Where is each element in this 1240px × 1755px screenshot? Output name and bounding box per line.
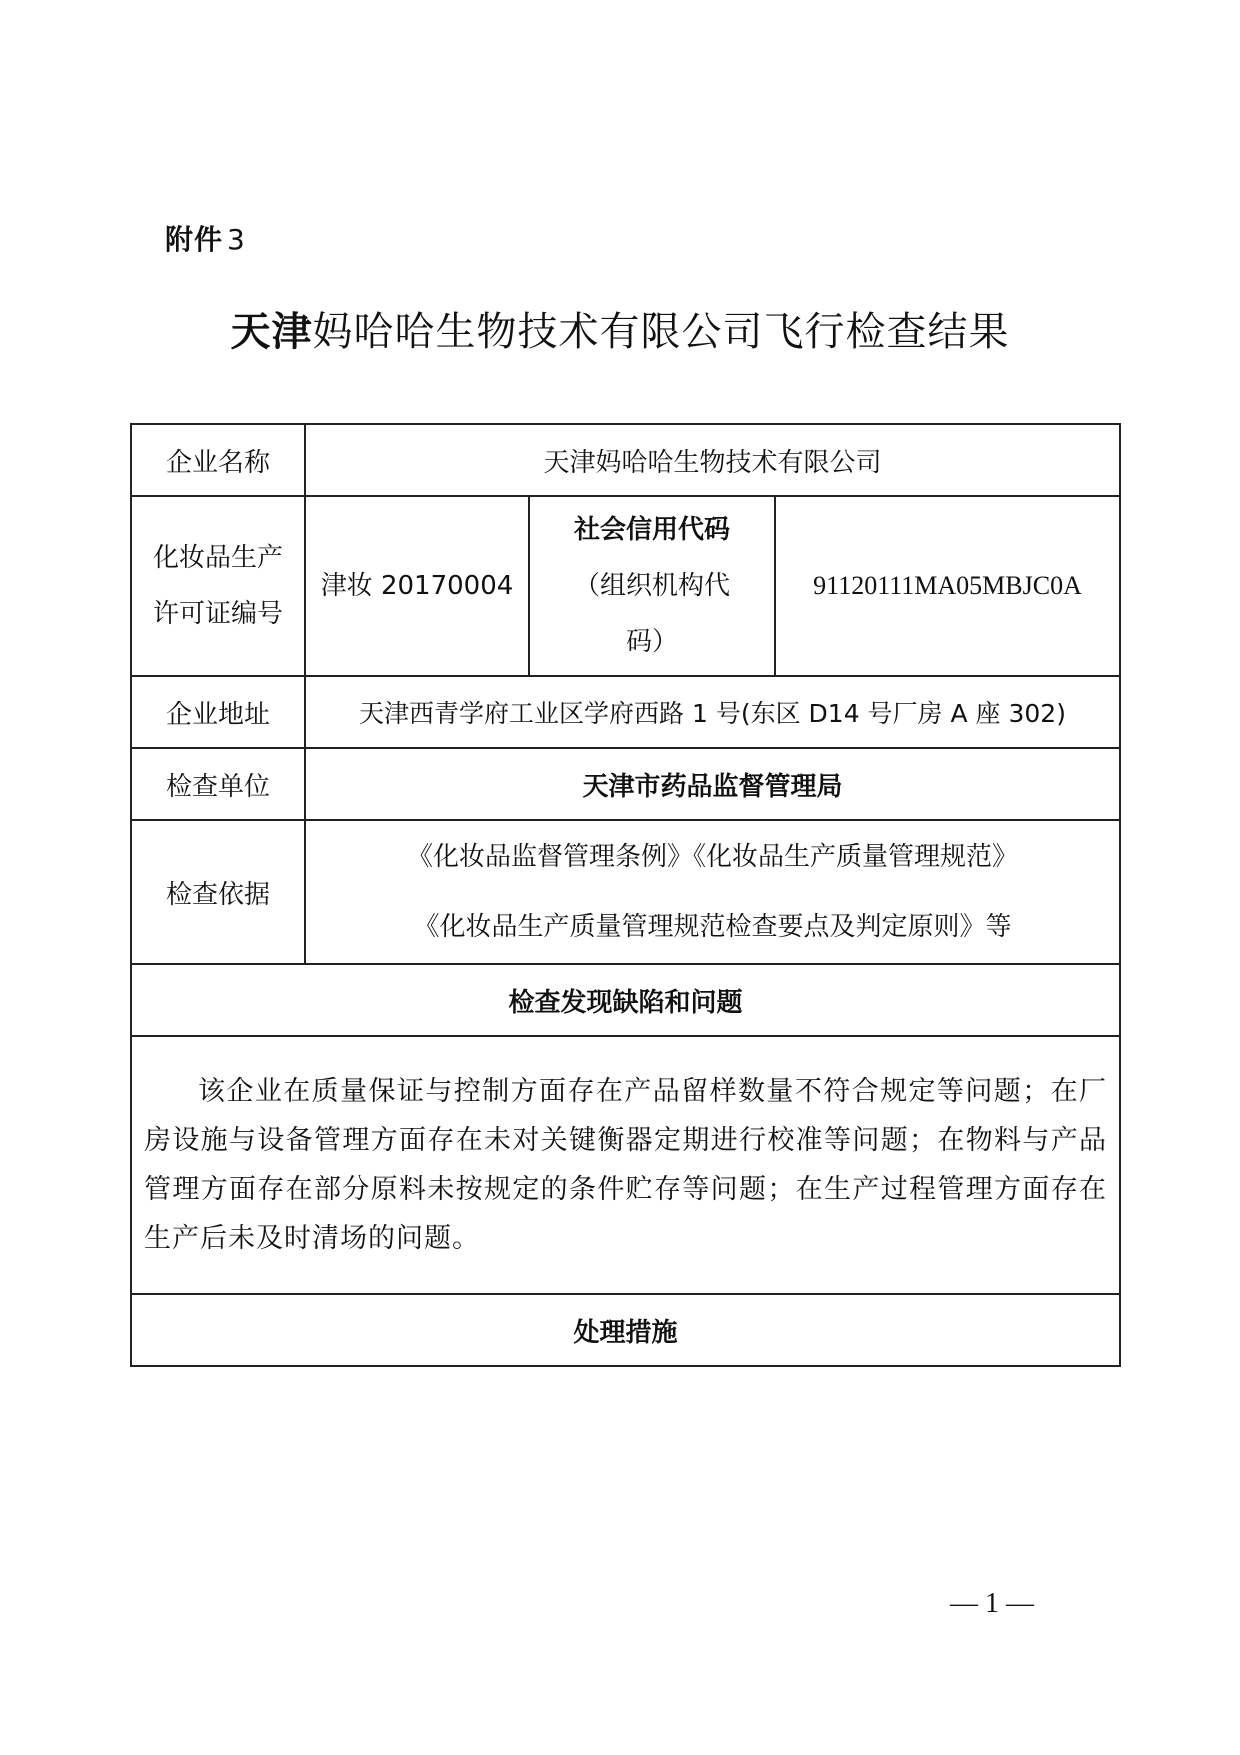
- attachment-label: [165, 218, 246, 258]
- row-company-name: [131, 424, 1120, 496]
- row-basis: [131, 820, 1120, 964]
- attachment-text: 附件: [165, 223, 224, 256]
- basis-line-1: 《化妆品监督管理条例》《化妆品生产质量管理规范》: [407, 842, 1019, 872]
- company-name-value: 天津妈哈哈生物技术有限公司: [305, 424, 1120, 496]
- attachment-number: 3: [227, 223, 246, 256]
- license-label-line2: 许可证编号: [152, 599, 283, 629]
- page-number: — 1 —: [950, 1588, 1034, 1619]
- basis-line-2: 《化妆品生产质量管理规范检查要点及判定原则》等: [413, 912, 1012, 942]
- row-license: [131, 496, 1120, 676]
- credit-label-line1: 社会信用代码: [573, 515, 730, 545]
- credit-label-line3: 码）: [625, 627, 678, 657]
- license-label: [131, 496, 305, 676]
- inspector-label: 检查单位: [131, 748, 305, 820]
- findings-header: 检查发现缺陷和问题: [131, 964, 1120, 1036]
- row-inspector: [131, 748, 1120, 820]
- address-label: 企业地址: [131, 676, 305, 748]
- page-title: [0, 300, 1240, 357]
- license-value-text: 津妆 20170004: [320, 571, 514, 601]
- inspection-result-table: [130, 423, 1121, 1367]
- row-measures-header: [131, 1294, 1120, 1366]
- measures-header: 处理措施: [131, 1294, 1120, 1366]
- inspector-value: 天津市药品监督管理局: [305, 748, 1120, 820]
- title-bold: 天津: [230, 309, 313, 355]
- credit-label-line2: （组织机构代: [573, 571, 730, 601]
- row-findings-header: [131, 964, 1120, 1036]
- findings-cell: [131, 1036, 1120, 1294]
- basis-label: 检查依据: [131, 820, 305, 964]
- license-label-line1: 化妆品生产: [152, 543, 283, 573]
- findings-text: 该企业在质量保证与控制方面存在产品留样数量不符合规定等问题；在厂房设施与设备管理方面存在未对关键衡器定期进行校准等问题；在物料与产品管理方面存在部分原料未按规定的条件贮存等问题；在生产过程管理方面存在生产后未及时清场的问题。: [144, 1076, 1108, 1254]
- credit-code-label: [529, 496, 775, 676]
- company-name-label: 企业名称: [131, 424, 305, 496]
- address-value: 天津西青学府工业区学府西路 1 号(东区 D14 号厂房 A 座 302): [305, 676, 1120, 748]
- basis-value: [305, 820, 1120, 964]
- license-value: [305, 496, 529, 676]
- row-findings-text: [131, 1036, 1120, 1294]
- row-address: [131, 676, 1120, 748]
- credit-code-value: 91120111MA05MBJC0A: [775, 496, 1120, 676]
- title-rest: 妈哈哈生物技术有限公司飞行检查结果: [312, 309, 1010, 355]
